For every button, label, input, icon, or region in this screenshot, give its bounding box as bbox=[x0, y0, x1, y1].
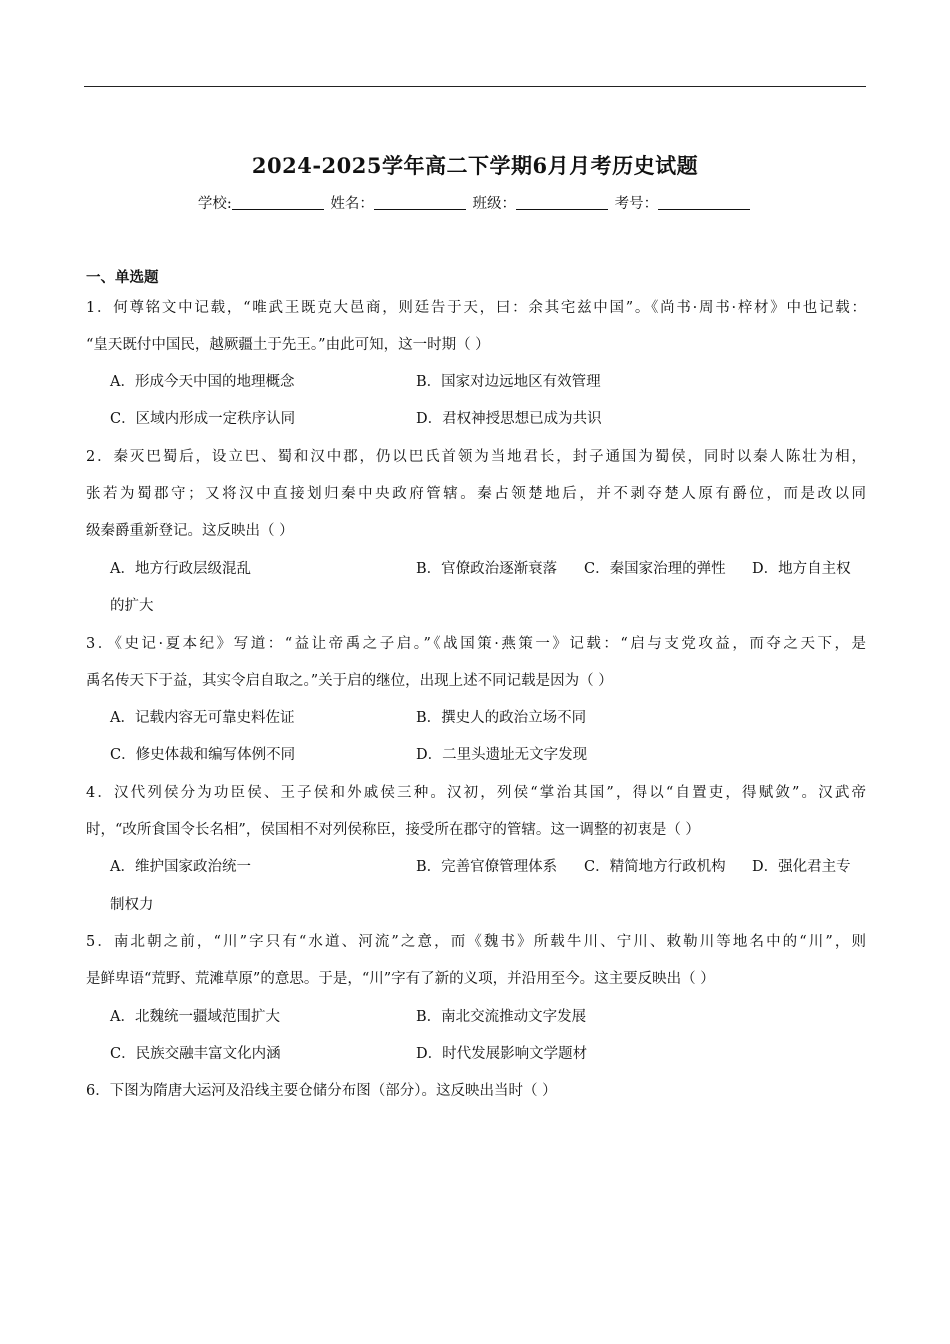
question-2-line-1: 2．秦灭巴蜀后，设立巴、蜀和汉中郡，仍以巴氏首领为当地君长，封子通国为蜀侯，同时以秦人陈壮为相， bbox=[86, 449, 866, 465]
question-1-option-d[interactable]: D．君权神授思想已成为共识 bbox=[416, 411, 602, 427]
class-blank[interactable] bbox=[516, 195, 608, 210]
question-4-line-1: 4．汉代列侯分为功臣侯、王子侯和外戚侯三种。汉初，列侯“掌治其国”，得以“自置吏，得赋敛”。汉武帝 bbox=[86, 785, 866, 801]
question-2-line-3: 级秦爵重新登记。这反映出（ ） bbox=[86, 523, 294, 539]
exam-title: 2024-2025学年高二下学期6月月考历史试题 bbox=[251, 153, 699, 178]
name-blank[interactable] bbox=[374, 195, 466, 210]
question-4-option-a[interactable]: A．维护国家政治统一 bbox=[110, 859, 251, 875]
question-3-line-1: 3．《史记·夏本纪》写道：“益让帝禹之子启。”《战国策·燕策一》记载：“启与支党攻益，而夺之天下，是 bbox=[86, 636, 866, 652]
question-5-option-a[interactable]: A．北魏统一疆域范围扩大 bbox=[110, 1009, 280, 1025]
question-3-option-b[interactable]: B．撰史人的政治立场不同 bbox=[416, 710, 587, 726]
question-4-option-d-continued: 制权力 bbox=[110, 897, 154, 913]
question-2-option-b[interactable]: B．官僚政治逐渐衰落 bbox=[416, 561, 558, 577]
question-1-line-1: 1．何尊铭文中记载，“唯武王既克大邑商，则廷告于天，曰：余其宅兹中国”。《尚书·周书·梓材》中也记载： bbox=[86, 300, 866, 316]
school-blank[interactable] bbox=[232, 195, 324, 210]
question-2-line-2: 张若为蜀郡守；又将汉中直接划归秦中央政府管辖。秦占领楚地后，并不剥夺楚人原有爵位，而是改以同 bbox=[86, 486, 866, 502]
name-label: 姓名： bbox=[330, 196, 374, 212]
question-1-option-a[interactable]: A．形成今天中国的地理概念 bbox=[110, 374, 295, 390]
question-2-option-d-continued: 的扩大 bbox=[110, 598, 154, 614]
question-5-option-b[interactable]: B．南北交流推动文字发展 bbox=[416, 1009, 587, 1025]
question-4-line-2: 时，“改所食国令长名相”，侯国相不对列侯称臣，接受所在郡守的管辖。这一调整的初衷是（ ） bbox=[86, 822, 700, 838]
question-2-option-a[interactable]: A．地方行政层级混乱 bbox=[110, 561, 251, 577]
question-5-option-d[interactable]: D．时代发展影响文学题材 bbox=[416, 1046, 588, 1062]
school-label: 学校: bbox=[197, 196, 232, 212]
question-3-option-c[interactable]: C．修史体裁和编写体例不同 bbox=[110, 747, 296, 763]
question-4-option-b[interactable]: B．完善官僚管理体系 bbox=[416, 859, 558, 875]
question-1-option-c[interactable]: C．区域内形成一定秩序认同 bbox=[110, 411, 296, 427]
question-6-line-1: 6．下图为隋唐大运河及沿线主要仓储分布图（部分）。这反映出当时（ ） bbox=[86, 1083, 557, 1099]
question-1-line-2: “皇天既付中国民，越厥疆土于先王。”由此可知，这一时期（ ） bbox=[86, 337, 490, 353]
exam-number-label: 考号： bbox=[614, 196, 659, 212]
question-5-line-1: 5．南北朝之前，“川”字只有“水道、河流”之意，而《魏书》所载牛川、宁川、敕勒川等地名中的“川”，则 bbox=[86, 934, 866, 950]
question-3-option-a[interactable]: A．记载内容无可靠史料佐证 bbox=[110, 710, 295, 726]
question-1-option-b[interactable]: B．国家对边远地区有效管理 bbox=[416, 374, 601, 390]
question-4-option-c[interactable]: C．精简地方行政机构 bbox=[584, 859, 726, 875]
class-label: 班级： bbox=[472, 196, 516, 212]
question-4-option-d[interactable]: D．强化君主专 bbox=[752, 859, 851, 875]
question-5-line-2: 是鲜卑语“荒野、荒滩草原”的意思。于是，“川”字有了新的义项，并沿用至今。这主要反映出（ ） bbox=[86, 971, 715, 987]
question-2-option-d[interactable]: D．地方自主权 bbox=[752, 561, 851, 577]
header-rule bbox=[84, 86, 866, 87]
exam-number-blank[interactable] bbox=[658, 195, 750, 210]
question-2-option-c[interactable]: C．秦国家治理的弹性 bbox=[584, 561, 726, 577]
section-heading: 一、单选题 bbox=[86, 269, 159, 286]
student-info-line bbox=[0, 192, 950, 213]
question-3-option-d[interactable]: D．二里头遗址无文字发现 bbox=[416, 747, 588, 763]
question-3-line-2: 禹名传天下于益，其实令启自取之。”关于启的继位，出现上述不同记载是因为（ ） bbox=[86, 673, 613, 689]
question-5-option-c[interactable]: C．民族交融丰富文化内涵 bbox=[110, 1046, 281, 1062]
